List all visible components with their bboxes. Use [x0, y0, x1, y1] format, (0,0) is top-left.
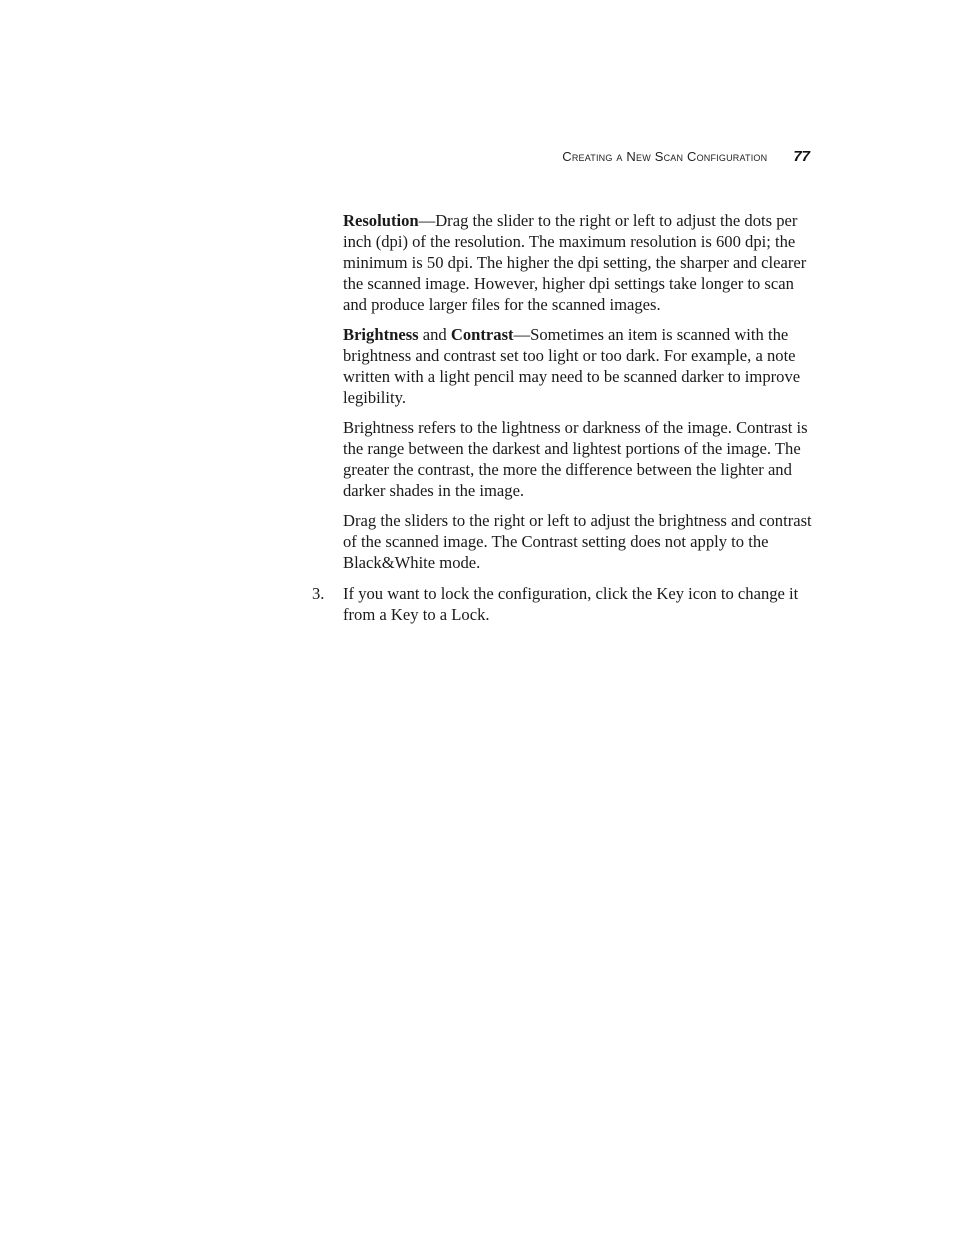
brightness-contrast-description: —Sometimes an item is scanned with the brightness and contrast set too light or too dark. For example, a note written with a light pencil may need to be scanned darker to improve legibility. [343, 325, 801, 407]
resolution-term: Resolution [343, 211, 419, 230]
and-joiner: and [418, 325, 451, 344]
sliders-paragraph: Drag the sliders to the right or left to adjust the brightness and contrast of the scanned image. The Contrast setting does not apply to the Black&White mode. [343, 511, 812, 572]
brightness-contrast-paragraph [343, 324, 813, 408]
chapter-title: Creating a New Scan Configuration [562, 149, 768, 164]
step-number: 3. [312, 584, 325, 603]
resolution-paragraph [343, 210, 813, 315]
resolution-description: —Drag the slider to the right or left to adjust the dots per inch (dpi) of the resolution. The maximum resolution is 600 dpi; the minimum is 50 dpi. The higher the dpi setting, the sharper and clearer the scanned image. However, higher dpi settings take longer to scan and produce larger files for the scanned images. [343, 211, 807, 314]
contrast-term: Contrast [450, 325, 514, 344]
running-header [500, 148, 810, 168]
brightness-definition-paragraph: Brightness refers to the lightness or darkness of the image. Contrast is the range between the darkest and lightest portions of the image. The greater the contrast, the more the difference between the lighter and darker shades in the image. [343, 418, 808, 500]
step-3-text: If you want to lock the configuration, click the Key icon to change it from a Key to a Lock. [343, 584, 799, 624]
brightness-term: Brightness [343, 325, 419, 344]
step-3 [312, 583, 813, 625]
page-number: 77 [793, 148, 810, 165]
body-text [312, 210, 813, 634]
